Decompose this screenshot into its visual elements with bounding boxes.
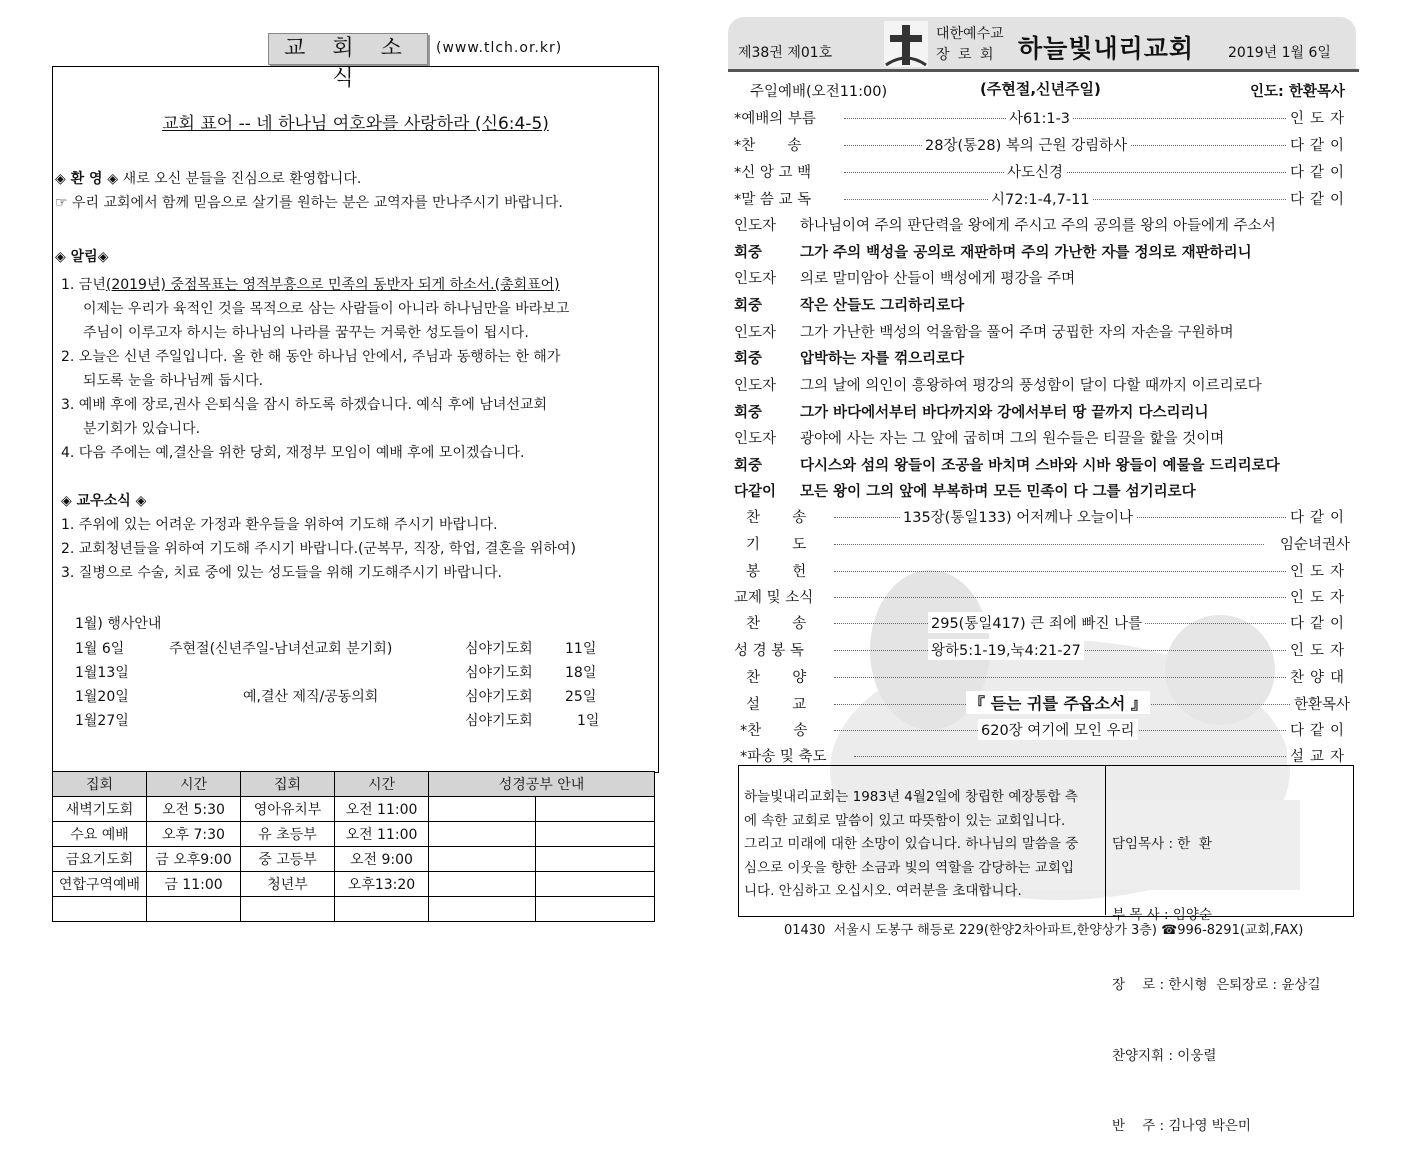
- notice-1-line3: 주님이 이루고자 하시는 하나님의 나라를 꿈꾸는 거룩한 성도들이 됩시다.: [83, 325, 529, 341]
- worship-item-detail: 620장 여기에 모인 우리: [978, 719, 1138, 740]
- notice-2: 2. 오늘은 신년 주일입니다. 올 한 해 동안 하나님 안에서, 주님과 동행하는 한 해가: [61, 349, 561, 365]
- table-cell: 오전 11:00: [335, 822, 429, 847]
- bulletin-header: [728, 17, 1356, 69]
- responsive-speaker: 회중: [734, 458, 763, 474]
- worship-item-detail: 135장(통일133) 어저께나 오늘이나: [900, 506, 1136, 527]
- notice-3-line2: 분기회가 있습니다.: [83, 421, 201, 437]
- responsive-speaker: 인도자: [734, 325, 777, 341]
- table-cell: 새벽기도회: [53, 797, 147, 822]
- worship-item-label: 봉 헌: [746, 560, 806, 581]
- staff-line: 부 목 사 : 임양순: [1112, 906, 1212, 923]
- table-header: 성경공부 안내: [429, 772, 655, 797]
- worship-item-label: 찬 송: [746, 506, 806, 527]
- worship-item-detail: 사도신경: [1004, 161, 1066, 182]
- worship-item: [734, 502, 1350, 528]
- table-row: [53, 897, 655, 922]
- table-cell: 영아유치부: [241, 797, 335, 822]
- table-cell: 금요기도회: [53, 847, 147, 872]
- notice-1: [61, 273, 560, 297]
- table-cell: 금 11:00: [147, 872, 241, 897]
- sermon-title: 『 듣는 귀를 주옵소서 』: [966, 691, 1150, 714]
- responsive-text: 작은 산들도 그리하리로다: [800, 298, 965, 314]
- table-cell: [429, 797, 536, 822]
- worship-item-label: *신 앙 고 백: [734, 161, 811, 182]
- responsive-line: [734, 374, 1262, 395]
- event-row-day: 11일: [565, 641, 597, 657]
- about-line: 심으로 이웃을 향한 소금과 빛의 역할을 감당하는 교회입: [744, 859, 1074, 876]
- service-leader: 인도: 한환목사: [1250, 84, 1345, 100]
- table-cell: [536, 872, 655, 897]
- responsive-line: [734, 480, 1196, 501]
- worship-item-person: 다같이: [1287, 612, 1350, 633]
- responsive-text: 그가 주의 백성을 공의로 재판하며 주의 가난한 자를 정의로 재판하리니: [800, 245, 1252, 261]
- responsive-line: [734, 294, 964, 315]
- table-cell: [147, 897, 241, 922]
- church-logo-icon: [884, 21, 928, 67]
- worship-item: [734, 635, 1350, 661]
- worship-item: [734, 157, 1350, 183]
- bulletin-date: 2019년 1월 6일: [1228, 45, 1331, 61]
- event-row-date: 1월27일: [75, 713, 129, 729]
- worship-item-person: 인도자: [1287, 560, 1350, 581]
- staff-line: 반 주 : 김나영 박은미: [1112, 1118, 1251, 1134]
- worship-item-label: 교제 및 소식: [734, 586, 813, 607]
- responsive-line: [734, 267, 1075, 288]
- denomination-sub: 장 로 회: [936, 47, 996, 63]
- worship-item-label: *파송 및 축도: [740, 745, 827, 766]
- responsive-text: 압박하는 자를 꺾으리로다: [800, 351, 965, 367]
- responsive-line: [734, 347, 964, 368]
- event-row-date: 1월 6일: [75, 641, 125, 657]
- event-row-night: 심야기도회: [465, 641, 533, 657]
- responsive-speaker: 회중: [734, 298, 763, 314]
- worship-item: [734, 130, 1350, 156]
- table-row: [53, 872, 655, 897]
- responsive-speaker: 다같이: [734, 484, 777, 500]
- worship-item-person: 다같이: [1287, 134, 1350, 155]
- table-cell: [536, 847, 655, 872]
- website-url[interactable]: (www.tlch.or.kr): [436, 40, 563, 56]
- table-cell: [429, 822, 536, 847]
- worship-item-label: *찬 송: [734, 134, 802, 155]
- worship-item: [734, 556, 1350, 582]
- worship-item-person: 다같이: [1287, 506, 1350, 527]
- notice-1-goal: (2019년) 중점목표는 영적부흥으로 민족의 동반자 되게 하소서.(총회표어): [105, 277, 560, 293]
- table-cell: 중 고등부: [241, 847, 335, 872]
- responsive-line: [734, 401, 1208, 422]
- event-row-night: 심야기도회: [465, 665, 533, 681]
- worship-item-person: 설교자: [1287, 745, 1350, 766]
- event-row-title: 주현절(신년주일-남녀선교회 분기회): [169, 641, 393, 657]
- responsive-line: [734, 241, 1252, 262]
- table-header: 시간: [335, 772, 429, 797]
- responsive-speaker: 회중: [734, 405, 763, 421]
- about-line: 니다. 안심하고 오십시오. 여러분을 초대합니다.: [744, 883, 1022, 899]
- news-title: 교 회 소 식: [268, 33, 428, 65]
- event-row-night: 심야기도회: [465, 689, 533, 705]
- table-cell: 오후13:20: [335, 872, 429, 897]
- responsive-text: 그의 날에 의인이 흥왕하여 평강의 풍성함이 달이 다할 때까지 이르리로다: [800, 378, 1262, 394]
- worship-item-label: 기 도: [746, 533, 806, 554]
- table-cell: [429, 872, 536, 897]
- worship-item-person: 인도자: [1287, 586, 1350, 607]
- member-news-heading: ◈ 교우소식 ◈: [61, 493, 147, 509]
- table-cell: [536, 797, 655, 822]
- responsive-line: [734, 454, 1280, 475]
- worship-item: [734, 689, 1350, 715]
- notice-4: 4. 다음 주에는 예,결산을 위한 당회, 재정부 모임이 예배 후에 모이겠습니다.: [61, 445, 525, 461]
- issue-number: 제38권 제01호: [738, 45, 833, 61]
- responsive-text: 의로 말미암아 산들이 백성에게 평강을 주며: [800, 271, 1076, 287]
- table-cell: [429, 847, 536, 872]
- worship-item-person: 인도자: [1287, 639, 1350, 660]
- event-row-night: 심야기도회: [465, 713, 533, 729]
- responsive-speaker: 인도자: [734, 431, 777, 447]
- notice-1-line2: 이제는 우리가 육적인 것을 목적으로 삼는 사람들이 아니라 하나님만을 바라보고: [83, 301, 570, 317]
- table-cell: 오후 7:30: [147, 822, 241, 847]
- worship-item-label: 찬 양: [746, 666, 806, 687]
- event-row-day: 25일: [565, 689, 597, 705]
- info-divider: [1105, 765, 1106, 915]
- responsive-speaker: 인도자: [734, 218, 777, 234]
- worship-item-label: 찬 송: [746, 612, 806, 633]
- worship-item-detail: 295(통일417) 큰 죄에 빠진 나를: [928, 612, 1145, 633]
- worship-item: [734, 662, 1350, 688]
- table-row: [53, 797, 655, 822]
- member-news-2: 2. 교회청년들을 위하여 기도해 주시기 바랍니다.(군복무, 직장, 학업, 결혼을 위하여): [61, 541, 576, 557]
- table-cell: 금 오후9:00: [147, 847, 241, 872]
- responsive-text: 모든 왕이 그의 앞에 부복하며 모든 민족이 다 그를 섬기리로다: [800, 484, 1196, 500]
- event-row-day: 1일: [577, 713, 600, 729]
- worship-item-person: 인도자: [1287, 107, 1350, 128]
- worship-item-label: *찬 송: [740, 719, 808, 740]
- church-about: [744, 786, 1078, 904]
- table-cell: [429, 897, 536, 922]
- table-cell: [53, 897, 147, 922]
- worship-item-label: 성 경 봉 독: [734, 639, 804, 660]
- event-row-day: 18일: [565, 665, 597, 681]
- event-row-date: 1월20일: [75, 689, 129, 705]
- worship-item-person: 한환목사: [1291, 693, 1350, 714]
- worship-item-person: 다같이: [1287, 719, 1350, 740]
- worship-item-detail: 왕하5:1-19,눅4:21-27: [928, 639, 1084, 660]
- notice-1-number: 1. 금년: [61, 277, 106, 293]
- table-header: 집회: [241, 772, 335, 797]
- responsive-speaker: 회중: [734, 245, 763, 261]
- responsive-text: 그가 바다에서부터 바다까지와 강에서부터 땅 끝까지 다스리리니: [800, 405, 1209, 421]
- table-cell: 오전 5:30: [147, 797, 241, 822]
- table-cell: 유 초등부: [241, 822, 335, 847]
- worship-item-detail: 시72:1-4,7-11: [988, 188, 1093, 209]
- worship-item: [734, 103, 1350, 129]
- service-time: 주일예배(오전11:00): [750, 84, 888, 100]
- table-cell: 오전 11:00: [335, 797, 429, 822]
- staff-line: 장 로 : 한시형 은퇴장로 : 윤상길: [1112, 977, 1321, 993]
- church-address: 01430 서울시 도봉구 해등로 229(한양2차아파트,한양상가 3층) ☎996-8291(교회,FAX): [784, 923, 1304, 938]
- table-header: 집회: [53, 772, 147, 797]
- worship-item: [734, 741, 1350, 767]
- worship-item-label: *예배의 부름: [734, 107, 816, 128]
- notices-heading: ◈ 알림◈: [55, 249, 109, 265]
- member-news-1: 1. 주위에 있는 어려운 가정과 환우들을 위하여 기도해 주시기 바랍니다.: [61, 517, 498, 533]
- table-cell: [241, 897, 335, 922]
- table-header: 시간: [147, 772, 241, 797]
- events-heading: 1월) 행사안내: [75, 616, 162, 632]
- responsive-line: [734, 427, 1224, 448]
- responsive-text: 그가 가난한 백성의 억울함을 풀어 주며 궁핍한 자의 자손을 구원하며: [800, 325, 1234, 341]
- table-cell: 연합구역예배: [53, 872, 147, 897]
- denomination: 대한예수교: [936, 26, 1004, 42]
- worship-item-detail: 28장(통28) 복의 근원 강림하사: [922, 134, 1130, 155]
- worship-item-label: 설 교: [746, 693, 806, 714]
- about-line: 에 속한 교회로 말씀이 있고 따뜻함이 있는 교회입니다.: [744, 812, 1066, 829]
- responsive-speaker: 인도자: [734, 271, 777, 287]
- worship-item: [734, 184, 1350, 210]
- table-cell: [536, 822, 655, 847]
- responsive-text: 다시스와 섬의 왕들이 조공을 바치며 스바와 시바 왕들이 예물을 드리리로다: [800, 458, 1280, 474]
- meeting-schedule-table: [52, 771, 655, 922]
- table-cell: [536, 897, 655, 922]
- church-staff: [1112, 786, 1321, 1162]
- news-box: [52, 66, 659, 773]
- staff-line: 찬양지휘 : 이웅렬: [1112, 1047, 1217, 1064]
- welcome-heading: ◈ 환 영 ◈: [55, 171, 119, 187]
- responsive-text: 하나님이여 주의 판단력을 왕에게 주시고 주의 공의를 왕의 아들에게 주소서: [800, 218, 1276, 234]
- event-row-date: 1월13일: [75, 665, 129, 681]
- table-row: [53, 822, 655, 847]
- responsive-line: [734, 214, 1276, 235]
- about-line: 그리고 미래에 대한 소망이 있습니다. 하나님의 말씀을 중: [744, 836, 1079, 852]
- worship-item-label: *말 씀 교 독: [734, 188, 811, 209]
- staff-line: 담임목사 : 한 환: [1112, 836, 1212, 852]
- notice-2-line2: 되도록 눈을 하나님께 둡시다.: [83, 373, 264, 389]
- about-line: 하늘빛내리교회는 1983년 4월2일에 창립한 예장통합 측: [744, 789, 1078, 805]
- worship-item-person: 임순녀권사: [1277, 533, 1350, 554]
- table-cell: 오전 9:00: [335, 847, 429, 872]
- worship-item-person: 다같이: [1287, 188, 1350, 209]
- church-name: 하늘빛내리교회: [1018, 34, 1195, 63]
- welcome-text: 새로 오신 분들을 진심으로 환영합니다.: [122, 171, 362, 187]
- service-theme: (주현절,신년주일): [980, 80, 1101, 98]
- welcome-section: [55, 167, 361, 191]
- header-divider: [728, 69, 1359, 72]
- worship-item-person: 다같이: [1287, 161, 1350, 182]
- responsive-line: [734, 321, 1234, 342]
- worship-item: [734, 608, 1350, 634]
- worship-item: [734, 582, 1350, 608]
- event-row-title: 예,결산 제직/공동의회: [243, 689, 379, 705]
- worship-item-detail: 사61:1-3: [1006, 107, 1073, 128]
- responsive-speaker: 회중: [734, 351, 763, 367]
- notice-3: 3. 예배 후에 장로,권사 은퇴식을 잠시 하도록 하겠습니다. 예식 후에 남녀선교회: [61, 397, 548, 413]
- welcome-invite: ☞ 우리 교회에서 함께 믿음으로 살기를 원하는 분은 교역자를 만나주시기 바랍니다.: [55, 195, 563, 211]
- table-cell: 수요 예배: [53, 822, 147, 847]
- worship-item-person: 찬양대: [1287, 666, 1350, 687]
- member-news-3: 3. 질병으로 수술, 치료 중에 있는 성도들을 위해 기도해주시기 바랍니다.: [61, 565, 502, 581]
- responsive-speaker: 인도자: [734, 378, 777, 394]
- responsive-text: 광야에 사는 자는 그 앞에 굽히며 그의 원수들은 티끌을 핥을 것이며: [800, 431, 1225, 447]
- table-cell: [335, 897, 429, 922]
- church-motto: 교회 표어 -- 네 하나님 여호와를 사랑하라 (신6:4-5): [162, 114, 549, 134]
- worship-item: [734, 715, 1350, 741]
- table-cell: 청년부: [241, 872, 335, 897]
- worship-item: [734, 529, 1350, 555]
- table-row: [53, 847, 655, 872]
